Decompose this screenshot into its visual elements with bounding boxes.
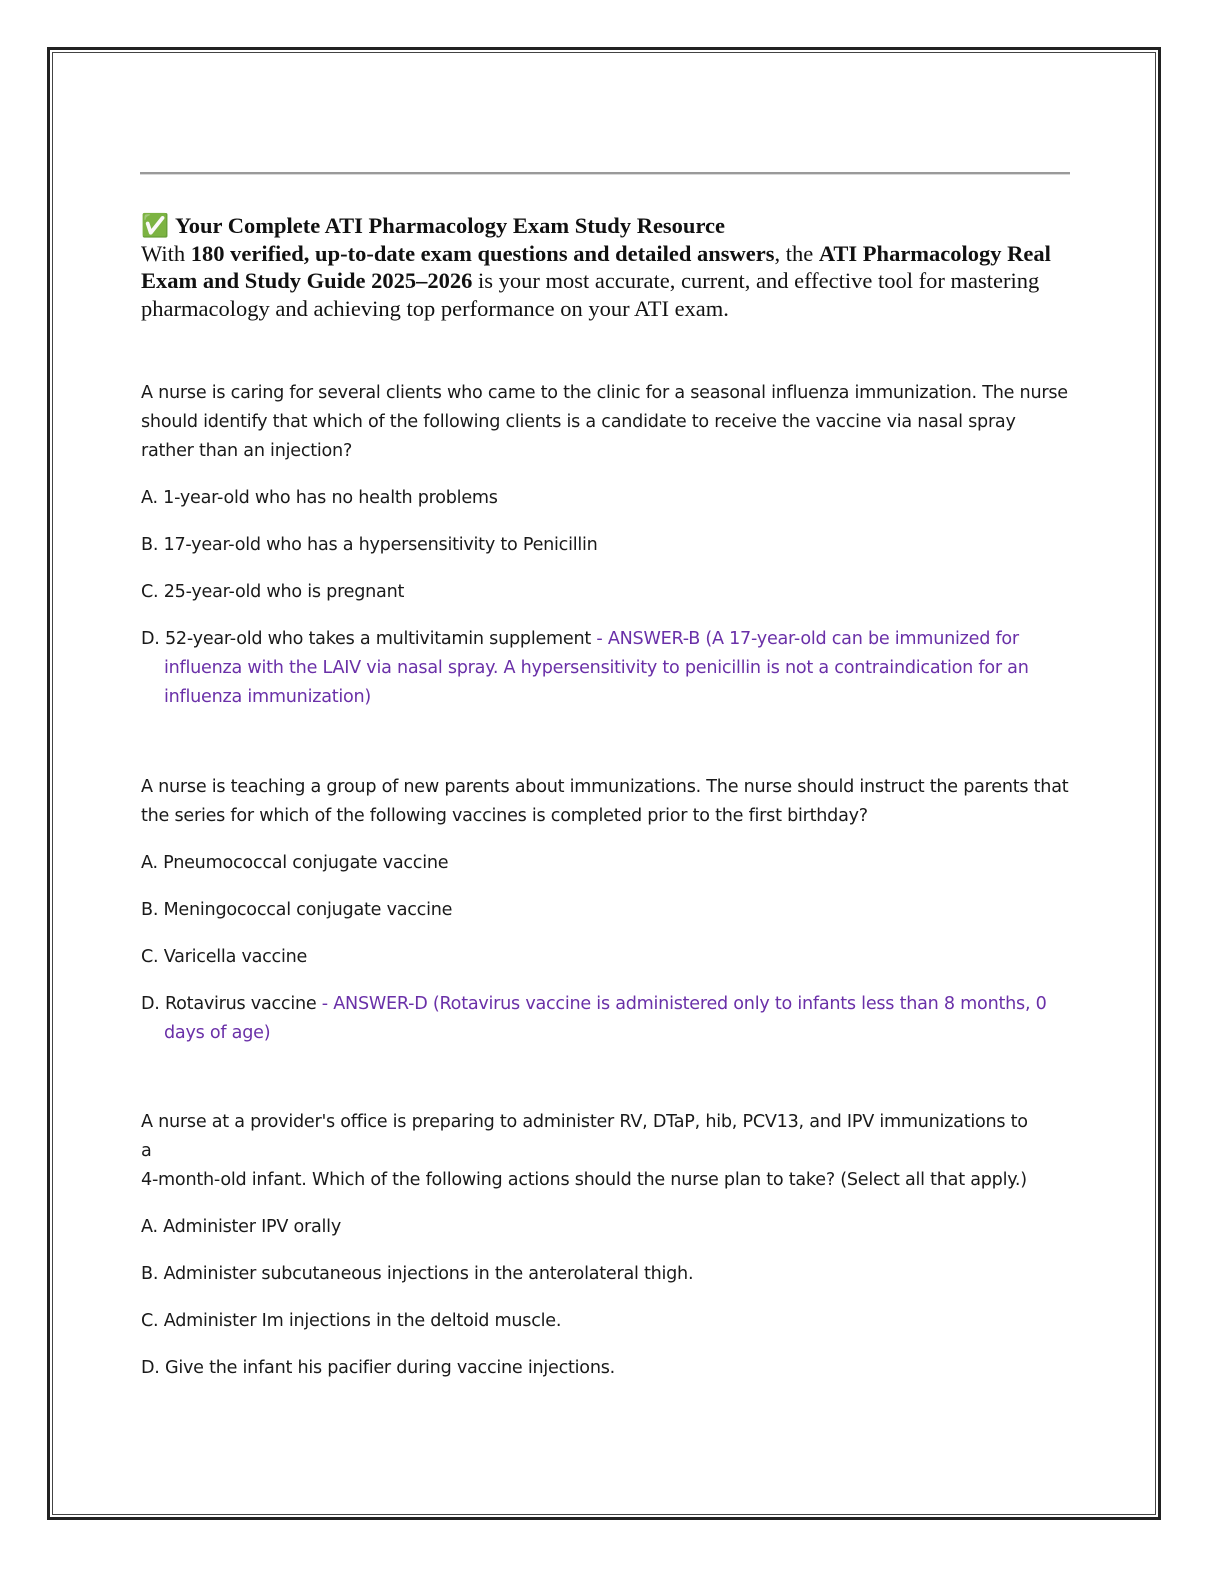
option-c: C. Varicella vaccine: [141, 947, 308, 967]
question-stem-line-1: A nurse at a provider's office is preparing to administer RV, DTaP, hib, PCV13, and IPV immunizations to: [141, 1112, 1028, 1132]
question-3: [141, 1108, 1071, 1401]
question-1: [141, 379, 1071, 730]
question-stem: A nurse is teaching a group of new parents about immunizations. The nurse should instruct the parents that the series for which of the following vaccines is completed prior to the first birthday?: [141, 777, 1069, 826]
question-stem-line-2: a: [141, 1141, 152, 1161]
option-a: A. 1-year-old who has no health problems: [141, 488, 498, 508]
intro-heading: [141, 212, 1071, 240]
answer-explanation: - ANSWER-D (Rotavirus vaccine is administered only to infants less than 8 months, 0 days of age): [164, 994, 1047, 1043]
option-b: B. Administer subcutaneous injections in the anterolateral thigh.: [141, 1264, 694, 1284]
option-d-text: D. 52-year-old who takes a multivitamin supplement: [141, 629, 592, 649]
option-d: D. Give the infant his pacifier during vaccine injections.: [141, 1358, 615, 1378]
option-c: C. 25-year-old who is pregnant: [141, 582, 405, 602]
intro-bold-count: 180 verified, up-to-date exam questions and detailed answers: [190, 240, 775, 266]
question-2: [141, 773, 1071, 1066]
option-d-text: D. Rotavirus vaccine: [141, 994, 317, 1014]
option-b: B. Meningococcal conjugate vaccine: [141, 900, 453, 920]
intro-heading-text: Your Complete ATI Pharmacology Exam Study Resource: [175, 213, 726, 238]
option-a: A. Pneumococcal conjugate vaccine: [141, 853, 449, 873]
intro-bold-title: ATI Pharmacology Real Exam and Study Guide 2025–2026: [141, 240, 1051, 293]
option-b: B. 17-year-old who has a hypersensitivity to Penicillin: [141, 535, 598, 555]
answer-explanation: - ANSWER-B (A 17-year-old can be immunized for influenza with the LAIV via nasal spray. A hypersensitivity to penicillin is not a contraindication for an influenza immunization): [164, 629, 1029, 707]
intro-section: [141, 212, 1071, 322]
option-d: [141, 625, 1071, 712]
question-stem-line-3: 4-month-old infant. Which of the following actions should the nurse plan to take? (Select all that apply.): [141, 1170, 1027, 1190]
question-stem: A nurse is caring for several clients who came to the clinic for a seasonal influenza immunization. The nurse should identify that which of the following clients is a candidate to receive the vaccine via nasal spray rather than an injection?: [141, 383, 1068, 461]
option-a: A. Administer IPV orally: [141, 1217, 341, 1237]
intro-text-with: With: [141, 240, 191, 266]
question-stem: [141, 1108, 1071, 1195]
horizontal-rule: [140, 172, 1070, 174]
check-icon: ✅: [141, 213, 170, 238]
intro-text-mid: , the: [774, 240, 819, 266]
option-d: [141, 990, 1071, 1048]
intro-text-end: is your most accurate, current, and effective tool for mastering pharmacology and achieving top performance on your ATI exam.: [141, 268, 1040, 321]
option-c: C. Administer Im injections in the deltoid muscle.: [141, 1311, 562, 1331]
